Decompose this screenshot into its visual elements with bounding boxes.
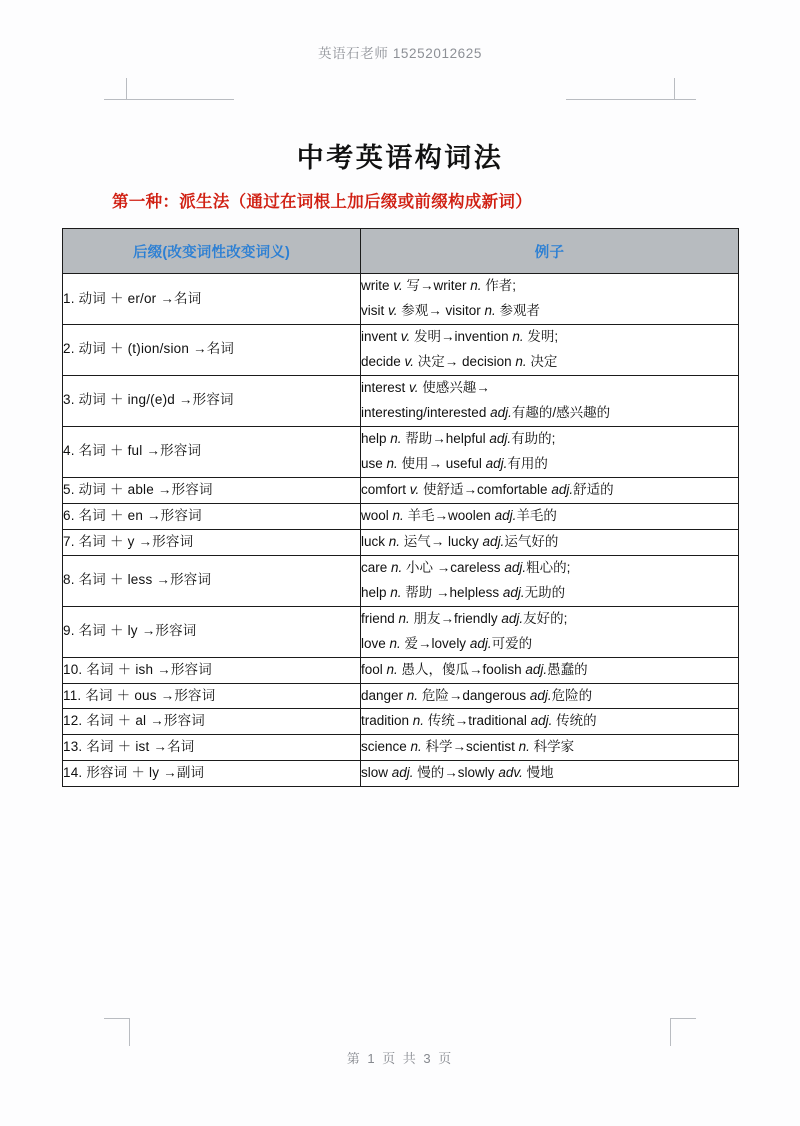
rule-cell: 11. 名词 ＋ ous →形容词 (63, 683, 361, 709)
table-row (63, 324, 739, 375)
rule-cell: 12. 名词 ＋ al →形容词 (63, 709, 361, 735)
crop-mark-top-left (104, 78, 234, 104)
example-line: write v. 写→writer n. 作者; (361, 278, 517, 293)
example-line: danger n. 危险→dangerous adj.危险的 (361, 687, 593, 703)
example-line: help n. 帮助 →helpless adj.无助的 (361, 584, 566, 600)
table-row (63, 426, 739, 477)
example-cell (361, 477, 739, 503)
example-line: interest v. 使感兴趣→ (361, 379, 490, 395)
example-cell (361, 503, 739, 529)
example-line: interesting/interested adj.有趣的/感兴趣的 (361, 404, 611, 420)
rule-cell: 14. 形容词 ＋ ly →副词 (63, 761, 361, 787)
section-heading-derivation: 第一种：派生法（通过在词根上加后缀或前缀构成新词） (112, 193, 532, 211)
example-cell (361, 761, 739, 787)
crop-mark-line-vertical (126, 78, 127, 100)
example-cell (361, 324, 739, 375)
table-row (63, 709, 739, 735)
example-cell (361, 709, 739, 735)
table-header (63, 229, 739, 274)
example-line: wool n. 羊毛→woolen adj.羊毛的 (361, 507, 557, 523)
example-line: friend n. 朋友→friendly adj.友好的; (361, 610, 568, 626)
rule-cell: 6. 名词 ＋ en →形容词 (63, 503, 361, 529)
rule-cell: 9. 名词 ＋ ly →形容词 (63, 606, 361, 657)
table-row (63, 274, 739, 325)
example-cell (361, 657, 739, 683)
rule-cell: 7. 名词 ＋ y →形容词 (63, 529, 361, 555)
table-body (63, 274, 739, 787)
crop-mark-line-horizontal (104, 99, 234, 100)
example-line: science n. 科学→scientist n. 科学家 (361, 739, 575, 755)
example-line: tradition n. 传统→traditional adj. 传统的 (361, 713, 597, 729)
rule-cell: 1. 动词 ＋ er/or →名词 (63, 274, 361, 325)
running-header: 英语石老师 15252012625 (317, 46, 483, 61)
derivation-table (62, 228, 739, 787)
example-line: fool n. 愚人，傻瓜→foolish adj.愚蠢的 (361, 661, 588, 677)
table-row (63, 683, 739, 709)
rule-cell: 4. 名词 ＋ ful →形容词 (63, 426, 361, 477)
table-header-row (63, 229, 739, 274)
table-row (63, 735, 739, 761)
example-line: decide v. 决定→ decision n. 决定 (361, 353, 558, 369)
derivation-table-container (62, 228, 738, 787)
example-line: use n. 使用→ useful adj.有用的 (361, 455, 548, 471)
crop-mark-line-vertical (670, 1018, 671, 1046)
table-row (63, 761, 739, 787)
example-line: care n. 小心 →careless adj.粗心的; (361, 559, 571, 575)
example-line: visit v. 参观→ visitor n. 参观者 (361, 302, 541, 318)
example-line: comfort v. 使舒适→comfortable adj.舒适的 (361, 481, 614, 497)
column-header-suffix: 后缀(改变词性改变词义) (63, 229, 361, 274)
example-cell (361, 735, 739, 761)
rule-cell: 3. 动词 ＋ ing/(e)d →形容词 (63, 375, 361, 426)
crop-mark-bottom-right (670, 1018, 696, 1046)
rule-cell: 8. 名词 ＋ less →形容词 (63, 555, 361, 606)
example-cell (361, 606, 739, 657)
table-row (63, 529, 739, 555)
crop-mark-line-horizontal (670, 1018, 696, 1019)
table-row (63, 606, 739, 657)
crop-mark-bottom-left (104, 1018, 130, 1046)
crop-mark-line-horizontal (566, 99, 696, 100)
example-line: luck n. 运气→ lucky adj.运气好的 (361, 533, 559, 549)
example-line: invent v. 发明→invention n. 发明; (361, 328, 559, 344)
crop-mark-line-vertical (129, 1018, 130, 1046)
example-cell (361, 426, 739, 477)
crop-mark-top-right (566, 78, 696, 104)
table-row (63, 657, 739, 683)
example-cell (361, 529, 739, 555)
example-cell (361, 375, 739, 426)
table-row (63, 503, 739, 529)
table-row (63, 375, 739, 426)
table-row (63, 555, 739, 606)
example-line: love n. 爱→lovely adj.可爱的 (361, 635, 533, 651)
rule-cell: 2. 动词 ＋ (t)ion/sion →名词 (63, 324, 361, 375)
example-cell (361, 555, 739, 606)
table-row (63, 477, 739, 503)
column-header-examples: 例子 (361, 229, 739, 274)
rule-cell: 5. 动词 ＋ able →形容词 (63, 477, 361, 503)
example-line: slow adj. 慢的→slowly adv. 慢地 (361, 765, 554, 781)
example-cell (361, 274, 739, 325)
crop-mark-line-horizontal (104, 1018, 130, 1019)
page-title: 中考英语构词法 (296, 143, 504, 174)
example-cell (361, 683, 739, 709)
page-footer: 第 1 页 共 3 页 (346, 1051, 454, 1066)
rule-cell: 13. 名词 ＋ ist →名词 (63, 735, 361, 761)
crop-mark-line-vertical (674, 78, 675, 100)
example-line: help n. 帮助→helpful adj.有助的; (361, 430, 556, 446)
rule-cell: 10. 名词 ＋ ish →形容词 (63, 657, 361, 683)
